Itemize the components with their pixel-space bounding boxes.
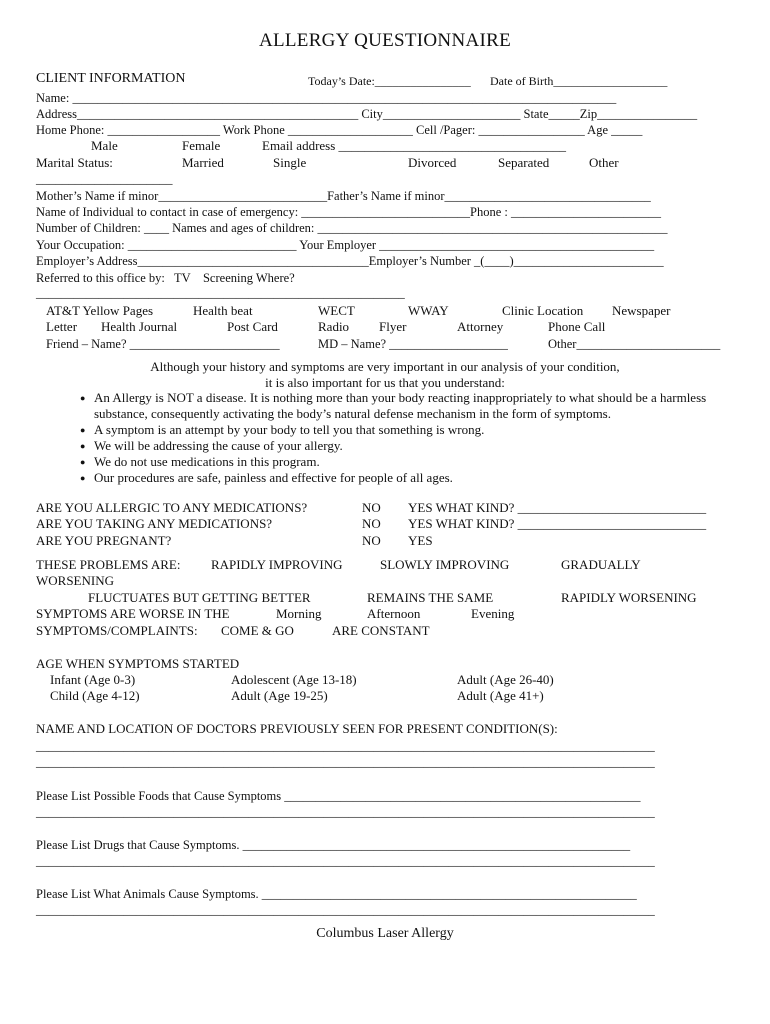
bullet-item: ● We will be addressing the cause of your allergy. [80, 438, 730, 454]
problems-remains-same[interactable]: REMAINS THE SAME [367, 590, 494, 605]
complaints-constant[interactable]: ARE CONSTANT [332, 623, 430, 638]
sex-option-male[interactable]: Male [91, 138, 118, 153]
age-child[interactable]: Child (Age 4-12) [50, 688, 140, 703]
complaints-label: SYMPTOMS/COMPLAINTS: [36, 623, 198, 638]
referral-wway[interactable]: WWAY [408, 303, 449, 318]
taking-medications-question: ARE YOU TAKING ANY MEDICATIONS? [36, 516, 273, 531]
foods-field[interactable]: Please List Possible Foods that Cause Symptoms _________________________________________________________ [36, 789, 641, 803]
problems-gradually[interactable]: GRADUALLY [561, 557, 641, 572]
page-title: ALLERGY QUESTIONNAIRE [258, 30, 512, 51]
referral-attorney[interactable]: Attorney [457, 319, 504, 334]
phone-fields[interactable]: Home Phone: __________________ Work Phone ____________________ Cell /Pager: _________________ Age _____ [36, 123, 643, 137]
drugs-field[interactable]: Please List Drugs that Cause Symptoms. ______________________________________________________________ [36, 838, 631, 852]
name-field[interactable]: Name: _______________________________________________________________________________________ [36, 91, 617, 105]
foods-line[interactable]: ___________________________________________________________________________________________________ [36, 805, 655, 819]
taking-no-option[interactable]: NO [362, 516, 381, 531]
age-infant[interactable]: Infant (Age 0-3) [50, 672, 136, 687]
bullet-item: ● Our procedures are safe, painless and effective for people of all ages. [80, 470, 730, 486]
complaints-come-go[interactable]: COME & GO [221, 623, 294, 638]
referred-by-label: Referred to this office by: TV Screening Where? [36, 271, 295, 285]
allergic-yes-field[interactable]: YES WHAT KIND? _____________________________ [408, 500, 707, 515]
referral-friend-name[interactable]: Friend – Name? ________________________ [46, 337, 280, 351]
bullet-item: ● A symptom is an attempt by your body to tell you that something is wrong. [80, 422, 730, 438]
client-info-heading: CLIENT INFORMATION [36, 71, 186, 86]
info-bullet-list [80, 390, 730, 486]
referral-yellow-pages[interactable]: AT&T Yellow Pages [46, 303, 154, 318]
occupation-field[interactable]: Your Occupation: ___________________________ Your Employer ____________________________________________ [36, 238, 655, 252]
worse-in-morning[interactable]: Morning [276, 606, 322, 621]
referral-phone-call[interactable]: Phone Call [548, 319, 606, 334]
referral-letter[interactable]: Letter [46, 319, 78, 334]
marital-status-label: Marital Status: [36, 155, 113, 170]
todays-date-field[interactable]: Today’s Date:________________ [308, 74, 471, 88]
worse-in-evening[interactable]: Evening [471, 606, 515, 621]
problems-rapidly-worsening[interactable]: RAPIDLY WORSENING [561, 590, 697, 605]
intro-line-2: it is also important for us that you understand: [265, 375, 505, 390]
sex-option-female[interactable]: Female [182, 138, 221, 153]
footer-clinic-name: Columbus Laser Allergy [316, 926, 454, 941]
drugs-line[interactable]: ___________________________________________________________________________________________________ [36, 854, 655, 868]
referral-other[interactable]: Other_______________________ [548, 337, 721, 351]
email-field[interactable]: Email address ___________________________________ [262, 138, 567, 153]
pregnant-no-option[interactable]: NO [362, 533, 381, 548]
referral-health-journal[interactable]: Health Journal [101, 319, 178, 334]
emergency-contact-field[interactable]: Name of Individual to contact in case of emergency: ___________________________Phone : ________________________ [36, 205, 662, 219]
problems-fluctuates[interactable]: FLUCTUATES BUT GETTING BETTER [88, 590, 311, 605]
allergic-no-option[interactable]: NO [362, 500, 381, 515]
children-field[interactable]: Number of Children: ____ Names and ages of children: ________________________________________________________ [36, 221, 668, 235]
age-adult-26-40[interactable]: Adult (Age 26-40) [457, 672, 554, 687]
referral-flyer[interactable]: Flyer [379, 319, 407, 334]
referral-post-card[interactable]: Post Card [227, 319, 278, 334]
date-of-birth-field[interactable]: Date of Birth___________________ [490, 74, 668, 88]
taking-yes-field[interactable]: YES WHAT KIND? _____________________________ [408, 516, 707, 531]
bullet-item: ● We do not use medications in this program. [80, 454, 730, 470]
marital-option-married[interactable]: Married [182, 155, 224, 170]
intro-line-1: Although your history and symptoms are very important in our analysis of your condition, [150, 359, 620, 374]
bullet-item: ● An Allergy is NOT a disease. It is nothing more than your body reacting inappropriately to what should be a harmless substance, consequently activating the body’s natural defense mechanism in the form of symptoms. [80, 390, 730, 422]
age-started-label: AGE WHEN SYMPTOMS STARTED [36, 656, 240, 671]
address-field[interactable]: Address_____________________________________________ City______________________ State_____Zip________________ [36, 107, 698, 121]
referral-clinic-location[interactable]: Clinic Location [502, 303, 584, 318]
doctors-line[interactable]: ___________________________________________________________________________________________________ [36, 755, 655, 769]
referral-newspaper[interactable]: Newspaper [612, 303, 671, 318]
worse-in-label: SYMPTOMS ARE WORSE IN THE [36, 606, 230, 621]
age-adult-19-25[interactable]: Adult (Age 19-25) [231, 688, 328, 703]
pregnant-question: ARE YOU PREGNANT? [36, 533, 172, 548]
age-adolescent[interactable]: Adolescent (Age 13-18) [231, 672, 357, 687]
referral-health-beat[interactable]: Health beat [193, 303, 253, 318]
employer-address-field[interactable]: Employer’s Address_____________________________________Employer’s Number _(____)________________________ [36, 254, 664, 268]
problems-slowly-improving[interactable]: SLOWLY IMPROVING [380, 557, 510, 572]
parents-name-fields[interactable]: Mother’s Name if minor___________________________Father’s Name if minor_________________________________ [36, 189, 651, 203]
marital-other-line[interactable]: _____________________ [36, 171, 173, 186]
marital-option-separated[interactable]: Separated [498, 155, 550, 170]
referred-line[interactable]: ___________________________________________________________ [36, 286, 405, 300]
marital-option-single[interactable]: Single [273, 155, 307, 170]
problems-label: THESE PROBLEMS ARE: [36, 557, 181, 572]
doctors-seen-label: NAME AND LOCATION OF DOCTORS PREVIOUSLY SEEN FOR PRESENT CONDITION(S): [36, 721, 558, 736]
worse-in-afternoon[interactable]: Afternoon [367, 606, 421, 621]
marital-option-other[interactable]: Other [589, 155, 619, 170]
problems-worsening[interactable]: WORSENING [36, 573, 114, 588]
doctors-line[interactable]: ___________________________________________________________________________________________________ [36, 739, 655, 753]
pregnant-yes-option[interactable]: YES [408, 533, 433, 548]
problems-rapidly-improving[interactable]: RAPIDLY IMPROVING [211, 557, 343, 572]
animals-field[interactable]: Please List What Animals Cause Symptoms. ____________________________________________________________ [36, 887, 637, 901]
marital-option-divorced[interactable]: Divorced [408, 155, 457, 170]
animals-line[interactable]: ___________________________________________________________________________________________________ [36, 903, 655, 917]
referral-wect[interactable]: WECT [318, 303, 355, 318]
age-adult-41-plus[interactable]: Adult (Age 41+) [457, 688, 544, 703]
allergic-medications-question: ARE YOU ALLERGIC TO ANY MEDICATIONS? [36, 500, 308, 515]
referral-md-name[interactable]: MD – Name? ___________________ [318, 337, 508, 351]
referral-radio[interactable]: Radio [318, 319, 350, 334]
